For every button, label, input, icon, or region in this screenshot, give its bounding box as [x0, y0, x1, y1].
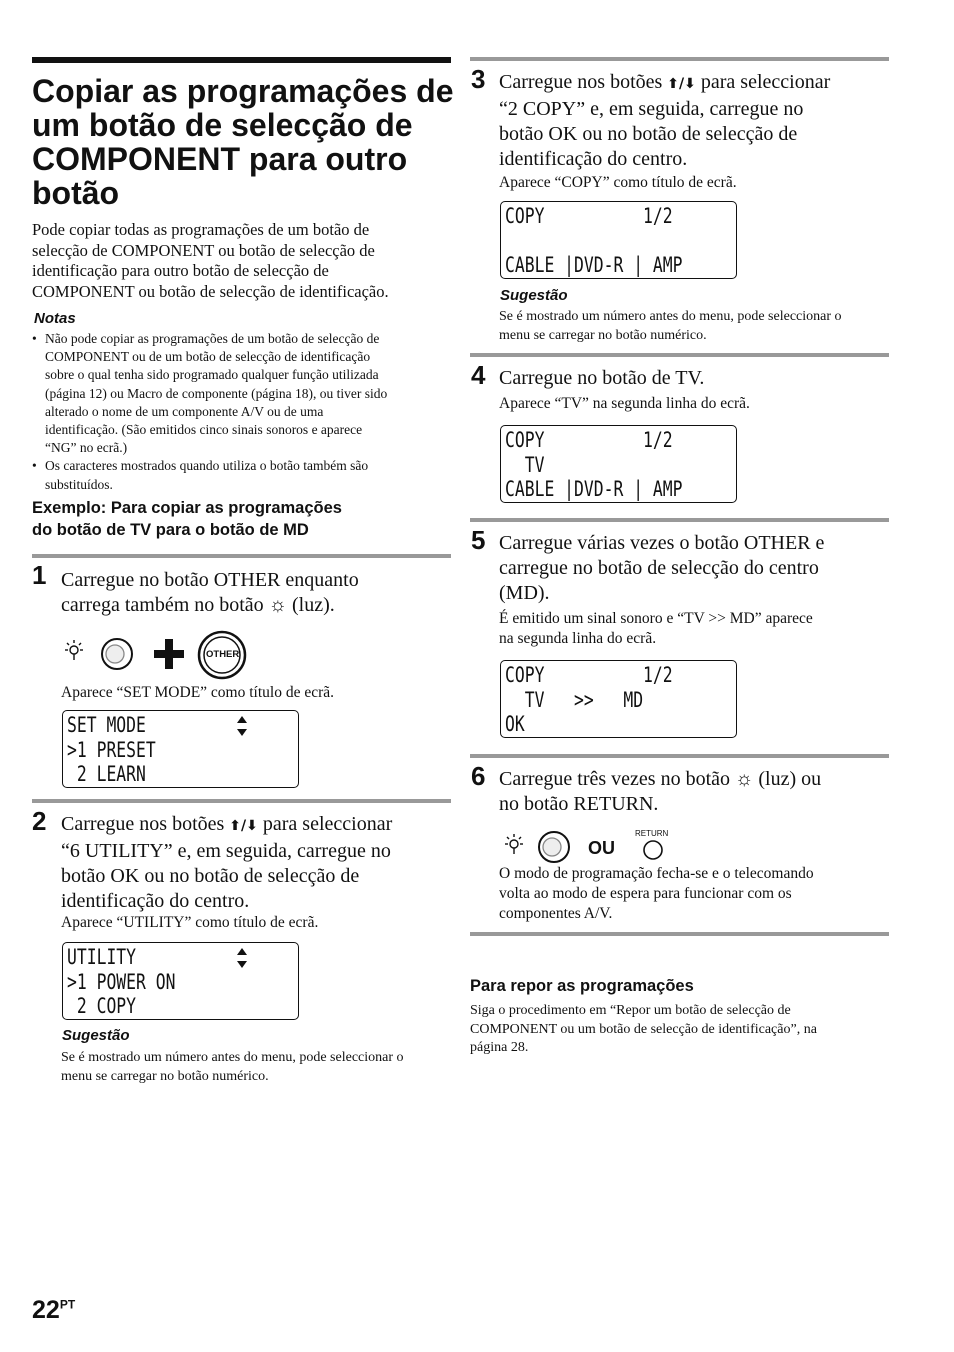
title-line: um botão de selecção de [32, 107, 413, 143]
light-button-icon [539, 832, 569, 862]
step-line: “6 UTILITY” e, em seguida, carregue no [61, 840, 391, 862]
sugestao-heading: Sugestão [62, 1027, 130, 1044]
lcd-line: COPY 1/2 [505, 204, 673, 228]
title-rule [32, 57, 451, 63]
step-number: 2 [32, 806, 47, 836]
step3-sub: Aparece “COPY” como título de ecrã. [499, 174, 737, 191]
step-line: Carregue no botão de TV. [499, 367, 705, 389]
step2-text [61, 812, 456, 914]
note-line: substituídos. [45, 476, 113, 492]
step-line-pre: Carregue nos botões [61, 813, 230, 835]
lcd-display [62, 710, 299, 788]
step-rule [32, 799, 451, 803]
repor-line: página 28. [470, 1040, 529, 1055]
note-line: Não pode copiar as programações de um botão de selecção de [45, 331, 380, 346]
light-icon [65, 640, 83, 660]
step1-text [61, 568, 456, 618]
ou-label: OU [588, 838, 615, 858]
note-item [32, 330, 457, 457]
bullet: • [32, 458, 37, 474]
intro-line: COMPONENT ou botão de selecção de identificação. [32, 281, 389, 301]
note-line: (página 12) ou Macro de componente (página 18), ou tiver sido [45, 385, 388, 401]
step-line-post: para seleccionar [695, 71, 831, 93]
note-line: identificação. (São emitidos cinco sinais sonoros e aparece [45, 422, 363, 438]
step-number: 1 [32, 560, 47, 590]
lcd-line: SET MODE [67, 713, 146, 737]
sug-line: Se é mostrado um número antes do menu, pode seleccionar o [61, 1050, 404, 1065]
step5-sub [499, 609, 899, 649]
sugestao-text [499, 307, 899, 345]
sug-line: menu se carregar no botão numérico. [499, 328, 707, 343]
updown-indicator-icon [235, 947, 249, 969]
repor-heading: Para repor as programações [470, 977, 694, 995]
return-button-icon [644, 841, 662, 859]
title-line: Copiar as programações de [32, 73, 454, 109]
step1-button-illustration [60, 628, 260, 684]
step-line: botão OK ou no botão de selecção de [499, 123, 798, 145]
title-line: botão [32, 175, 120, 211]
up-down-arrows-icon: ⬆/⬇ [229, 818, 258, 834]
sub-line: volta ao modo de espera para funcionar com os [499, 885, 792, 902]
step-rule [470, 754, 889, 758]
lcd-display [500, 201, 737, 279]
title-line: COMPONENT para outro [32, 141, 408, 177]
step-line-post: para seleccionar [257, 813, 393, 835]
sug-line: menu se carregar no botão numérico. [61, 1069, 269, 1084]
page-number [32, 1296, 75, 1325]
step6-sub [499, 864, 899, 924]
intro-paragraph [32, 220, 452, 302]
lcd-line: >1 PRESET [67, 737, 156, 762]
step-line: identificação do centro. [499, 148, 688, 170]
lcd-display [500, 425, 737, 503]
light-icon [505, 834, 523, 854]
lcd-display [62, 942, 299, 1020]
up-down-arrows-icon: ⬆/⬇ [667, 76, 696, 92]
updown-indicator-icon [235, 715, 249, 737]
notes-list [32, 330, 457, 494]
step-line: (MD). [499, 582, 550, 604]
step-rule [470, 353, 889, 357]
note-line: sobre o qual tenha sido programado qualquer função utilizada [45, 367, 379, 383]
step-line: no botão RETURN. [499, 793, 659, 815]
note-line: COMPONENT ou de um botão de selecção de identificação [45, 349, 371, 365]
lcd-display [500, 660, 737, 738]
repor-line: COMPONENT ou um botão de selecção de identificação”, na [470, 1021, 817, 1037]
lcd-line: 2 LEARN [67, 762, 146, 786]
step-line: identificação do centro. [61, 890, 250, 912]
light-button-icon [102, 639, 132, 669]
note-line: Os caracteres mostrados quando utiliza o botão também são [45, 458, 369, 474]
note-item [32, 457, 457, 493]
sub-line: componentes A/V. [499, 905, 613, 922]
sugestao-heading: Sugestão [500, 287, 568, 304]
plus-icon [154, 639, 184, 669]
step-rule [470, 57, 889, 61]
notes-heading: Notas [34, 310, 76, 327]
step-line: “2 COPY” e, em seguida, carregue no [499, 98, 804, 120]
intro-line: Pode copiar todas as programações de um botão de [32, 220, 370, 239]
step-line: carrega também no botão ☼ (luz). [61, 594, 335, 616]
sug-line: Se é mostrado um número antes do menu, pode seleccionar o [499, 309, 842, 324]
lcd-line: COPY 1/2 [505, 663, 673, 687]
step-number: 5 [471, 525, 486, 555]
step-line [499, 70, 894, 97]
lcd-line: >1 POWER ON [67, 969, 176, 994]
lcd-line: CABLE |DVD-R | AMP [505, 477, 683, 501]
example-line: Exemplo: Para copiar as programações [32, 499, 342, 517]
lcd-line: TV [505, 452, 545, 477]
lcd-line: OK [505, 712, 525, 736]
step-rule [470, 518, 889, 522]
intro-line: identificação para outro botão de selecção de [32, 261, 329, 280]
sub-line: na segunda linha do ecrã. [499, 630, 657, 647]
step-number: 4 [471, 360, 486, 390]
lcd-line: COPY 1/2 [505, 428, 673, 452]
return-button-label: RETURN [635, 829, 669, 838]
page-number-value: 22 [32, 1296, 60, 1324]
note-line: alterado o nome de um componente A/V ou de uma [45, 403, 324, 419]
note-line: “NG” no ecrã.) [45, 440, 128, 456]
bullet: • [32, 331, 37, 346]
lcd-line: TV >> MD [505, 687, 644, 712]
page-suffix: PT [59, 1297, 76, 1312]
sub-line: É emitido um sinal sonoro e “TV >> MD” aparece [499, 610, 813, 627]
repor-text [470, 1002, 890, 1058]
step-line-pre: Carregue nos botões [499, 71, 668, 93]
step-number: 3 [471, 64, 486, 94]
page-title [32, 74, 462, 210]
step4-text [499, 366, 894, 391]
sub-line: O modo de programação fecha-se e o telecomando [499, 865, 814, 882]
step3-text [499, 70, 894, 172]
other-button-label: OTHER [206, 649, 240, 660]
step4-sub: Aparece “TV” na segunda linha do ecrã. [499, 395, 750, 412]
lcd-line: 2 COPY [67, 994, 137, 1018]
step1-sub: Aparece “SET MODE” como título de ecrã. [61, 684, 335, 701]
step-line: botão OK ou no botão de selecção de [61, 865, 360, 887]
step2-sub: Aparece “UTILITY” como título de ecrã. [61, 914, 319, 931]
sugestao-text [61, 1048, 461, 1086]
step6-text [499, 767, 894, 817]
intro-line: selecção de COMPONENT ou botão de selecção de [32, 240, 375, 260]
step-number: 6 [471, 761, 486, 791]
lcd-line [505, 229, 683, 254]
step5-text [499, 531, 894, 606]
step-rule [32, 554, 451, 558]
step-rule [470, 932, 889, 936]
example-heading [32, 497, 457, 541]
lcd-line: CABLE |DVD-R | AMP [505, 253, 683, 277]
step-line [61, 812, 456, 839]
repor-line: Siga o procedimento em “Repor um botão de selecção de [470, 1003, 791, 1018]
example-line: do botão de TV para o botão de MD [32, 521, 309, 539]
step-line: Carregue três vezes no botão ☼ (luz) ou [499, 768, 822, 790]
step-line: Carregue várias vezes o botão OTHER e [499, 532, 825, 554]
step6-button-illustration [500, 826, 680, 866]
step-line: carregue no botão de selecção do centro [499, 557, 819, 579]
step-line: Carregue no botão OTHER enquanto [61, 569, 359, 591]
lcd-line: UTILITY [67, 945, 137, 969]
